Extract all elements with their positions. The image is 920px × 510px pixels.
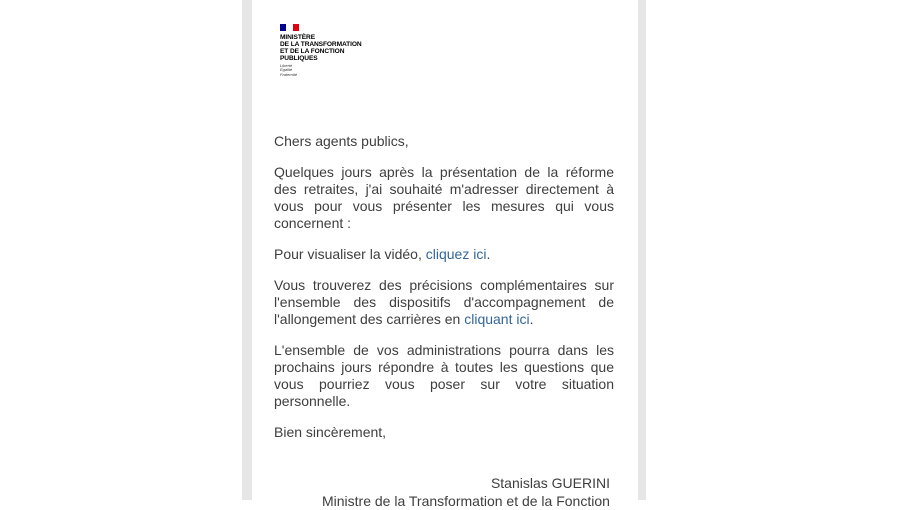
ministry-line: ET DE LA FONCTION (280, 48, 345, 55)
video-link[interactable]: cliquez ici (425, 246, 487, 262)
details-prefix: Vous trouverez des précisions complémentaires sur l'ensemble des dispositifs d'accompagnement de l'allongement des carrières en (274, 277, 614, 327)
republic-motto (280, 64, 362, 77)
video-prefix: Pour visualiser la vidéo, (274, 246, 426, 262)
email-content (274, 133, 614, 455)
video-suffix: . (486, 246, 491, 262)
details-suffix: . (529, 311, 534, 327)
signature-title: Ministre de la Transformation et de la Fonction (322, 493, 610, 509)
details-paragraph (274, 277, 614, 328)
details-link[interactable]: cliquant ici (464, 311, 530, 327)
greeting: Chers agents publics, (274, 133, 409, 149)
french-flag-icon (280, 24, 299, 31)
signature-block (274, 475, 614, 509)
motto-line: Liberté (280, 63, 293, 68)
ministry-line: PUBLIQUES (280, 55, 318, 62)
motto-line: Égalité (280, 67, 293, 73)
ministry-name (280, 34, 362, 62)
email-body (252, 0, 638, 509)
ministry-line: DE LA TRANSFORMATION (280, 41, 362, 48)
motto-line: Fraternité (280, 71, 298, 77)
ministry-line: MINISTÈRE (280, 34, 316, 41)
intro-paragraph: Quelques jours après la présentation de la réforme des retraites, j'ai souhaité m'adresser directement à vous pour vous présenter les mesures qui vous concernent : (274, 164, 614, 231)
video-paragraph (274, 246, 614, 263)
signature-name: Stanislas GUERINI (490, 475, 610, 491)
ministry-logo (280, 24, 362, 77)
closing: Bien sincèrement, (274, 424, 387, 440)
admin-paragraph: L'ensemble de vos administrations pourra dans les prochains jours répondre à toutes les questions que vous pourriez vous poser sur votre situation personnelle. (274, 342, 614, 409)
